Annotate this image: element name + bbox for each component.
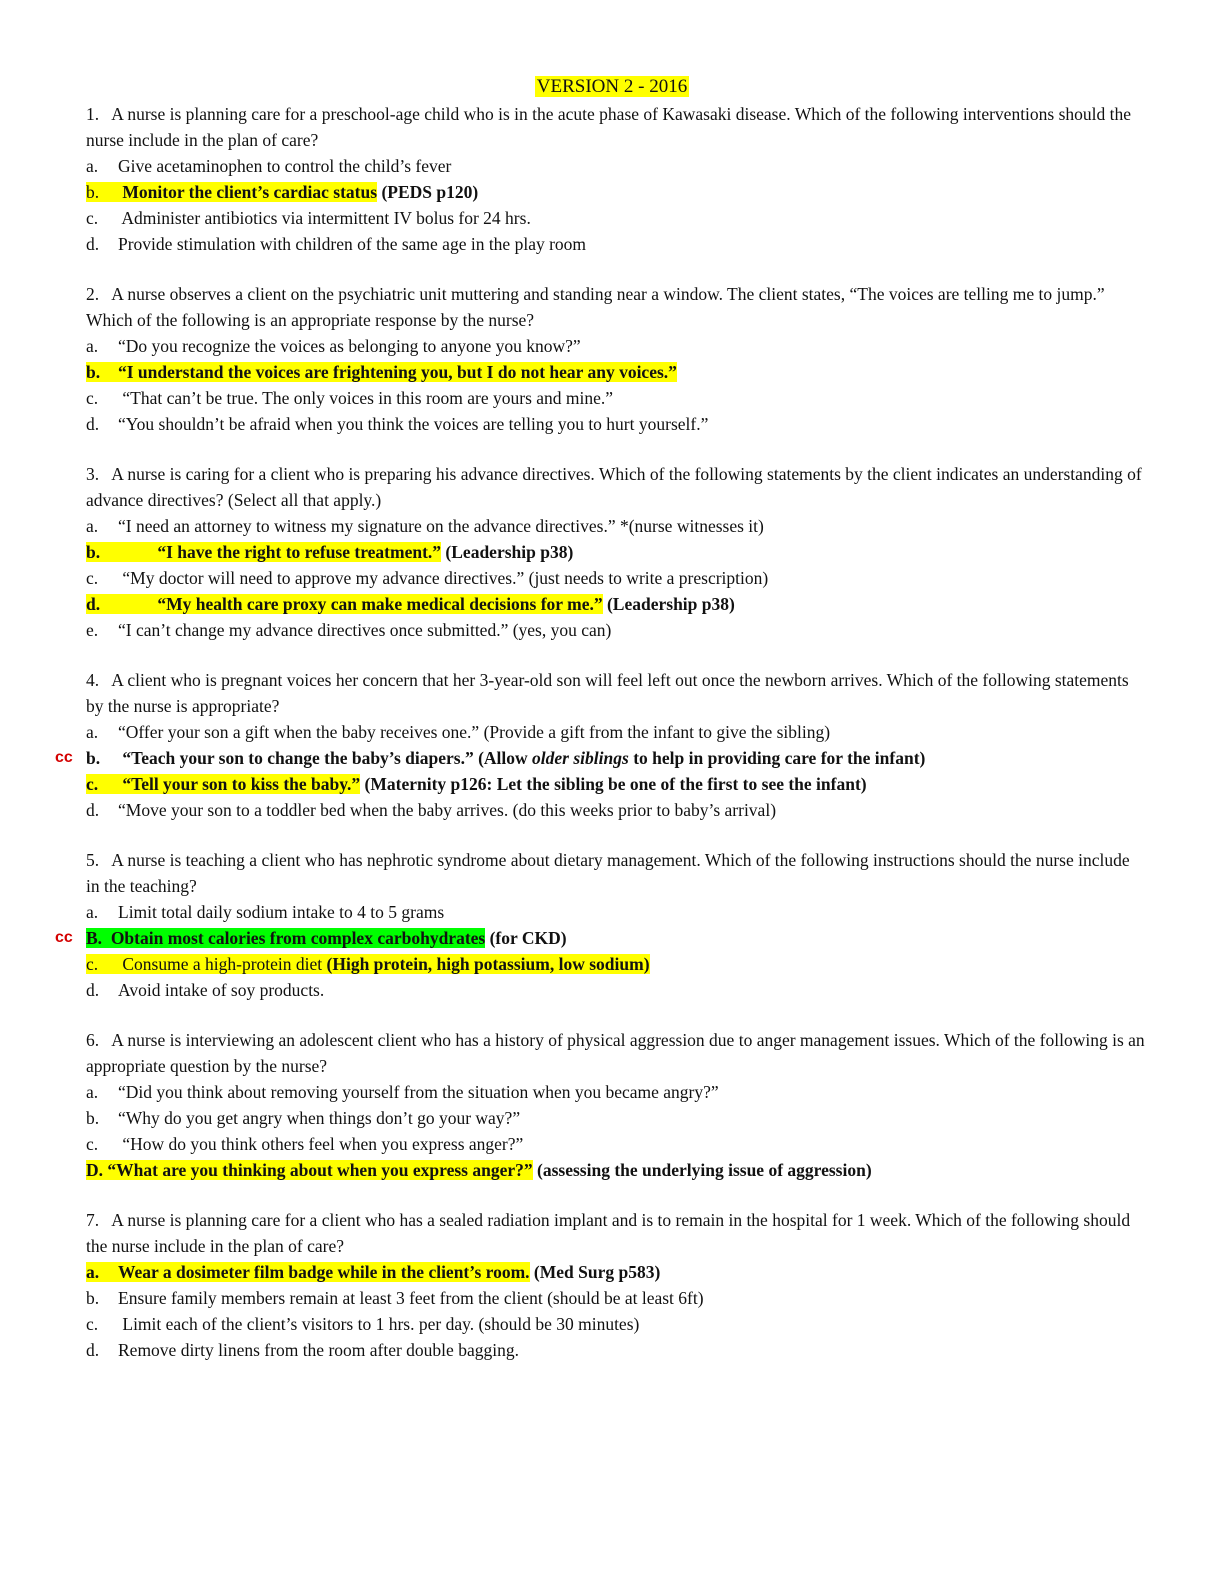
option-1b-answer: b. Monitor the client’s cardiac status (PEDS p120) — [86, 182, 479, 202]
option-7a-answer: a. Wear a dosimeter film badge while in the client’s room. (Med Surg p583) — [86, 1262, 661, 1282]
option-1d: d. Provide stimulation with children of the same age in the play room — [86, 234, 587, 254]
question-stem: 2. A nurse observes a client on the psychiatric unit muttering and standing near a window. The client states, “The voices are telling me to jump.” Which of the following is an appropriate response by the nurse? — [86, 284, 1109, 330]
question-stem: 6. A nurse is interviewing an adolescent client who has a history of physical aggression due to anger management issues. Which of the following is an appropriate question by the nurse? — [86, 1030, 1150, 1076]
option-6c: c. “How do you think others feel when you express anger?” — [86, 1134, 524, 1154]
option-1a: a. Give acetaminophen to control the child’s fever — [86, 156, 452, 176]
question-4 — [55, 667, 1146, 823]
question-6 — [86, 1027, 1150, 1183]
cc-mark: cc — [55, 929, 73, 946]
option-2b-answer: b. “I understand the voices are frightening you, but I do not hear any voices.” — [86, 362, 677, 382]
question-stem: 5. A nurse is teaching a client who has nephrotic syndrome about dietary management. Which of the following instructions should the nurse include in the teaching? — [86, 850, 1134, 896]
question-7 — [86, 1207, 1146, 1363]
option-4b: cc b. “Teach your son to change the baby’s diapers.” (Allow older siblings to help in providing care for the infant) — [86, 745, 1146, 771]
question-2 — [86, 281, 1146, 437]
option-5b: cc B. Obtain most calories from complex carbohydrates (for CKD) — [86, 925, 1146, 951]
option-3c: c. “My doctor will need to approve my advance directives.” (just needs to write a prescription) — [86, 568, 769, 588]
question-stem: 3. A nurse is caring for a client who is preparing his advance directives. Which of the following statements by the client indicates an understanding of advance directives? (Select all that apply.) — [86, 464, 1147, 510]
option-3a: a. “I need an attorney to witness my signature on the advance directives.” *(nurse witnesses it) — [86, 516, 764, 536]
document-title: VERSION 2 - 2016 — [536, 76, 688, 97]
option-6b: b. “Why do you get angry when things don’t go your way?” — [86, 1108, 521, 1128]
option-3b-answer: b. “I have the right to refuse treatment.” (Leadership p38) — [86, 542, 574, 562]
question-stem: 7. A nurse is planning care for a client who has a sealed radiation implant and is to remain in the hospital for 1 week. Which of the following should the nurse include in the plan of care? — [86, 1210, 1135, 1256]
option-3e: e. “I can’t change my advance directives once submitted.” (yes, you can) — [86, 620, 612, 640]
option-6a: a. “Did you think about removing yourself from the situation when you became angry?” — [86, 1082, 719, 1102]
option-2a: a. “Do you recognize the voices as belonging to anyone you know?” — [86, 336, 581, 356]
option-5d: d. Avoid intake of soy products. — [86, 980, 325, 1000]
question-5 — [55, 847, 1146, 1003]
question-3 — [86, 461, 1146, 643]
option-7b: b. Ensure family members remain at least 3 feet from the client (should be at least 6ft) — [86, 1288, 704, 1308]
question-stem: 4. A client who is pregnant voices her concern that her 3-year-old son will feel left out once the newborn arrives. Which of the following statements by the nurse is appropriate? — [86, 670, 1134, 716]
option-5c-answer: c. Consume a high-protein diet (High protein, high potassium, low sodium) — [86, 954, 650, 974]
option-4a: a. “Offer your son a gift when the baby receives one.” (Provide a gift from the infant to give the sibling) — [86, 722, 831, 742]
option-7c: c. Limit each of the client’s visitors to 1 hrs. per day. (should be 30 minutes) — [86, 1314, 640, 1334]
option-3d-answer: d. “My health care proxy can make medical decisions for me.” (Leadership p38) — [86, 594, 735, 614]
question-stem: 1. A nurse is planning care for a preschool-age child who is in the acute phase of Kawasaki disease. Which of the following interventions should the nurse include in the plan of care? — [86, 104, 1136, 150]
cc-mark: cc — [55, 749, 73, 766]
option-4d: d. “Move your son to a toddler bed when the baby arrives. (do this weeks prior to baby’s arrival) — [86, 800, 777, 820]
option-4c-answer: c. “Tell your son to kiss the baby.” (Maternity p126: Let the sibling be one of the first to see the infant) — [86, 774, 867, 794]
option-1c: c. Administer antibiotics via intermittent IV bolus for 24 hrs. — [86, 208, 531, 228]
option-2c: c. “That can’t be true. The only voices in this room are yours and mine.” — [86, 388, 614, 408]
option-2d: d. “You shouldn’t be afraid when you think the voices are telling you to hurt yourself.” — [86, 414, 709, 434]
question-1 — [86, 101, 1146, 257]
option-6d-answer: D. “What are you thinking about when you express anger?” (assessing the underlying issue of aggression) — [86, 1160, 872, 1180]
option-5a: a. Limit total daily sodium intake to 4 to 5 grams — [86, 902, 445, 922]
option-7d: d. Remove dirty linens from the room after double bagging. — [86, 1340, 519, 1360]
